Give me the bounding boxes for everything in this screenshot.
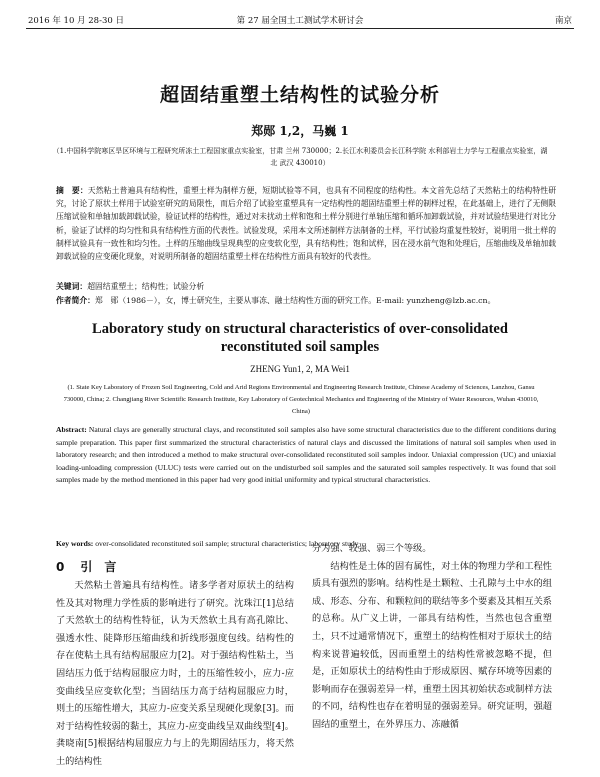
header-conference: 第 27 届全国土工测试学术研讨会 — [236, 16, 364, 26]
chinese-abstract-text: 天然粘土普遍具有结构性，重塑土样为制样方便，短期试验等不同，也具有不同程度的结构性。本文首先总结了天然粘土的结构特性研究，讨论了原状土样用于试验室研究的局限性，而后介绍了试验室重塑具有一定结构性的超固结重塑土样的制样过程，在此基础上，进行了无侧限压缩试验和单轴加载卸载试验，验证试样的结构性，通过对未扰动土样和饱和土样分别进行单轴压缩和循环加卸载试验，并对试验结果进行对比分析，验证了试样的均匀性和具有结构性方面的代表性。试验发现，采用本文所述制样方法制备的土样，平行试验均重复性较好，说明用一批土样的制样试验具有一致性和均匀性。土样的压缩曲线呈现典型的应变软化型，具有结构性；饱和试样，因在浸水前气饱和处理后，压缩曲线及单轴加载卸载试验的应变硬化现象，对说明所制备的超固结重塑土样在结构性方面具有较好的代表性。 — [56, 186, 557, 262]
header-location: 南京 — [554, 16, 572, 26]
english-title: Laboratory study on structural characteristics of over-consolidated reconstituted soil samples — [92, 321, 508, 355]
english-abstract-text: Natural clays are generally structural clays, and reconstituted soil samples also have some structural characteristics due to the different conditions during sample preparation. This paper first summarized the structural characteristics of natural clays and discussed the limitations of natural soil samples when used in laboratory research; and then introduced a method to make structural over-consolidated reconstituted soil samples indoor. Uniaxial compression (UC) and uniaxial loading-unloading compression (ULUC) tests were carried out on the undisturbed soil samples and the saturated soil samples respectively. It was found that soil samples made by the method mentioned in this paper had very good initial uniformity and typical structural characteristics. — [56, 425, 556, 485]
chinese-keywords-text: 超固结重塑土；结构性；试验分析 — [87, 282, 205, 291]
section-number: 0 — [56, 560, 65, 574]
section-title: 引 言 — [80, 560, 117, 574]
chinese-title: 超固结重塑土结构性的试验分析 — [159, 84, 440, 106]
english-keywords-label: Key words: — [56, 539, 94, 548]
chinese-abstract — [56, 184, 556, 263]
chinese-abstract-label: 摘 要： — [56, 186, 88, 195]
english-abstract — [56, 424, 556, 487]
running-header — [26, 14, 574, 29]
author-introduction — [56, 294, 556, 307]
body-left-column — [56, 557, 294, 771]
chinese-authors: 郑郧 1,2，马巍 1 — [251, 124, 349, 138]
intro-paragraph-continued: 分为强、较强、弱三个等级。 — [312, 543, 432, 554]
english-authors: ZHENG Yun1, 2, MA Wei1 — [250, 364, 350, 374]
body-right-column — [312, 540, 552, 734]
english-keywords-text: over-consolidated reconstituted soil sample; structural characteristics; laboratory study — [95, 539, 359, 548]
english-affiliation: (1. State Key Laboratory of Frozen Soil Engineering, Cold and Arid Regions Environmental and Engineering Research Institute, Chinese Academy of Sciences, Lanzhou, Gansu 730000, China; 2. Changjiang River Scientific Research Institute, Key Laboratory of Geotechnical Mechanics and Engineering of the Ministry of Water Resources, Wuhan 430010, China) — [63, 384, 539, 415]
author-introduction-text: 郑 郧（1986－），女，博士研究生，主要从事冻、融土结构性方面的研究工作。E-mail: yunzheng@lzb.ac.cn。 — [94, 296, 496, 305]
chinese-keywords-label: 关键词： — [56, 282, 88, 291]
author-introduction-label: 作者简介： — [56, 296, 95, 305]
english-abstract-label: Abstract: — [56, 425, 87, 434]
chinese-affiliation: （1.中国科学院寒区旱区环境与工程研究所冻土工程国家重点实验室，甘肃 兰州 730000；2.长江水利委员会长江科学院 水利部岩土力学与工程重点实验室，湖北 武汉 430010） — [52, 147, 548, 167]
chinese-keywords — [56, 280, 556, 293]
structure-paragraph: 结构性是土体的固有属性，对土体的物理力学和工程性质具有强烈的影响。结构性是土颗粒、土孔隙与土中水的组成、形态、分布、和颗粒间的联结等多个要素及其相互关系的总称。从广义上讲，一部具有结构性，当然也包含重塑土，只不过通常情况下，重塑土的结构性相对于原状土的结构来说普遍较低，因而重塑土的结构性常被忽略不提，但是，正如原状土的结构性由于形成原因、赋存环境等因素的影响而存在强弱差异一样，重塑土因其初始状态或制样方法的不同，结构性也存在着明显的强弱差异。研究证明，强超固结的重塑土，在外界压力、冻融循 — [312, 560, 552, 730]
intro-paragraph: 天然粘土普遍具有结构性。诸多学者对原状土的结构性及其对物理力学性质的影响进行了研究。沈珠江[1]总结了天然软土的结构性特征，认为天然软土具有高孔隙比、强透水性、陡降形压缩曲线和折线形强度包线。结构性的存在使粘土具有结构屈服应力[2]。对于强结构性粘土，当固结压力低于结构屈服应力时，土的压缩性较小，应力-应变曲线呈应变软化型；当固结压力高于结构屈服应力时，则土的压缩性增大，其应力-应变关系呈现硬化现象[3]。而对于结构性较弱的黏土，其应力-应变曲线呈双曲线型[4]。龚晓南[5]根据结构屈服应力与上的先期固结压力，将天然土的结构性 — [56, 580, 294, 767]
section-heading — [56, 557, 294, 577]
header-date: 2016 年 10 月 28-30 日 — [28, 16, 124, 26]
